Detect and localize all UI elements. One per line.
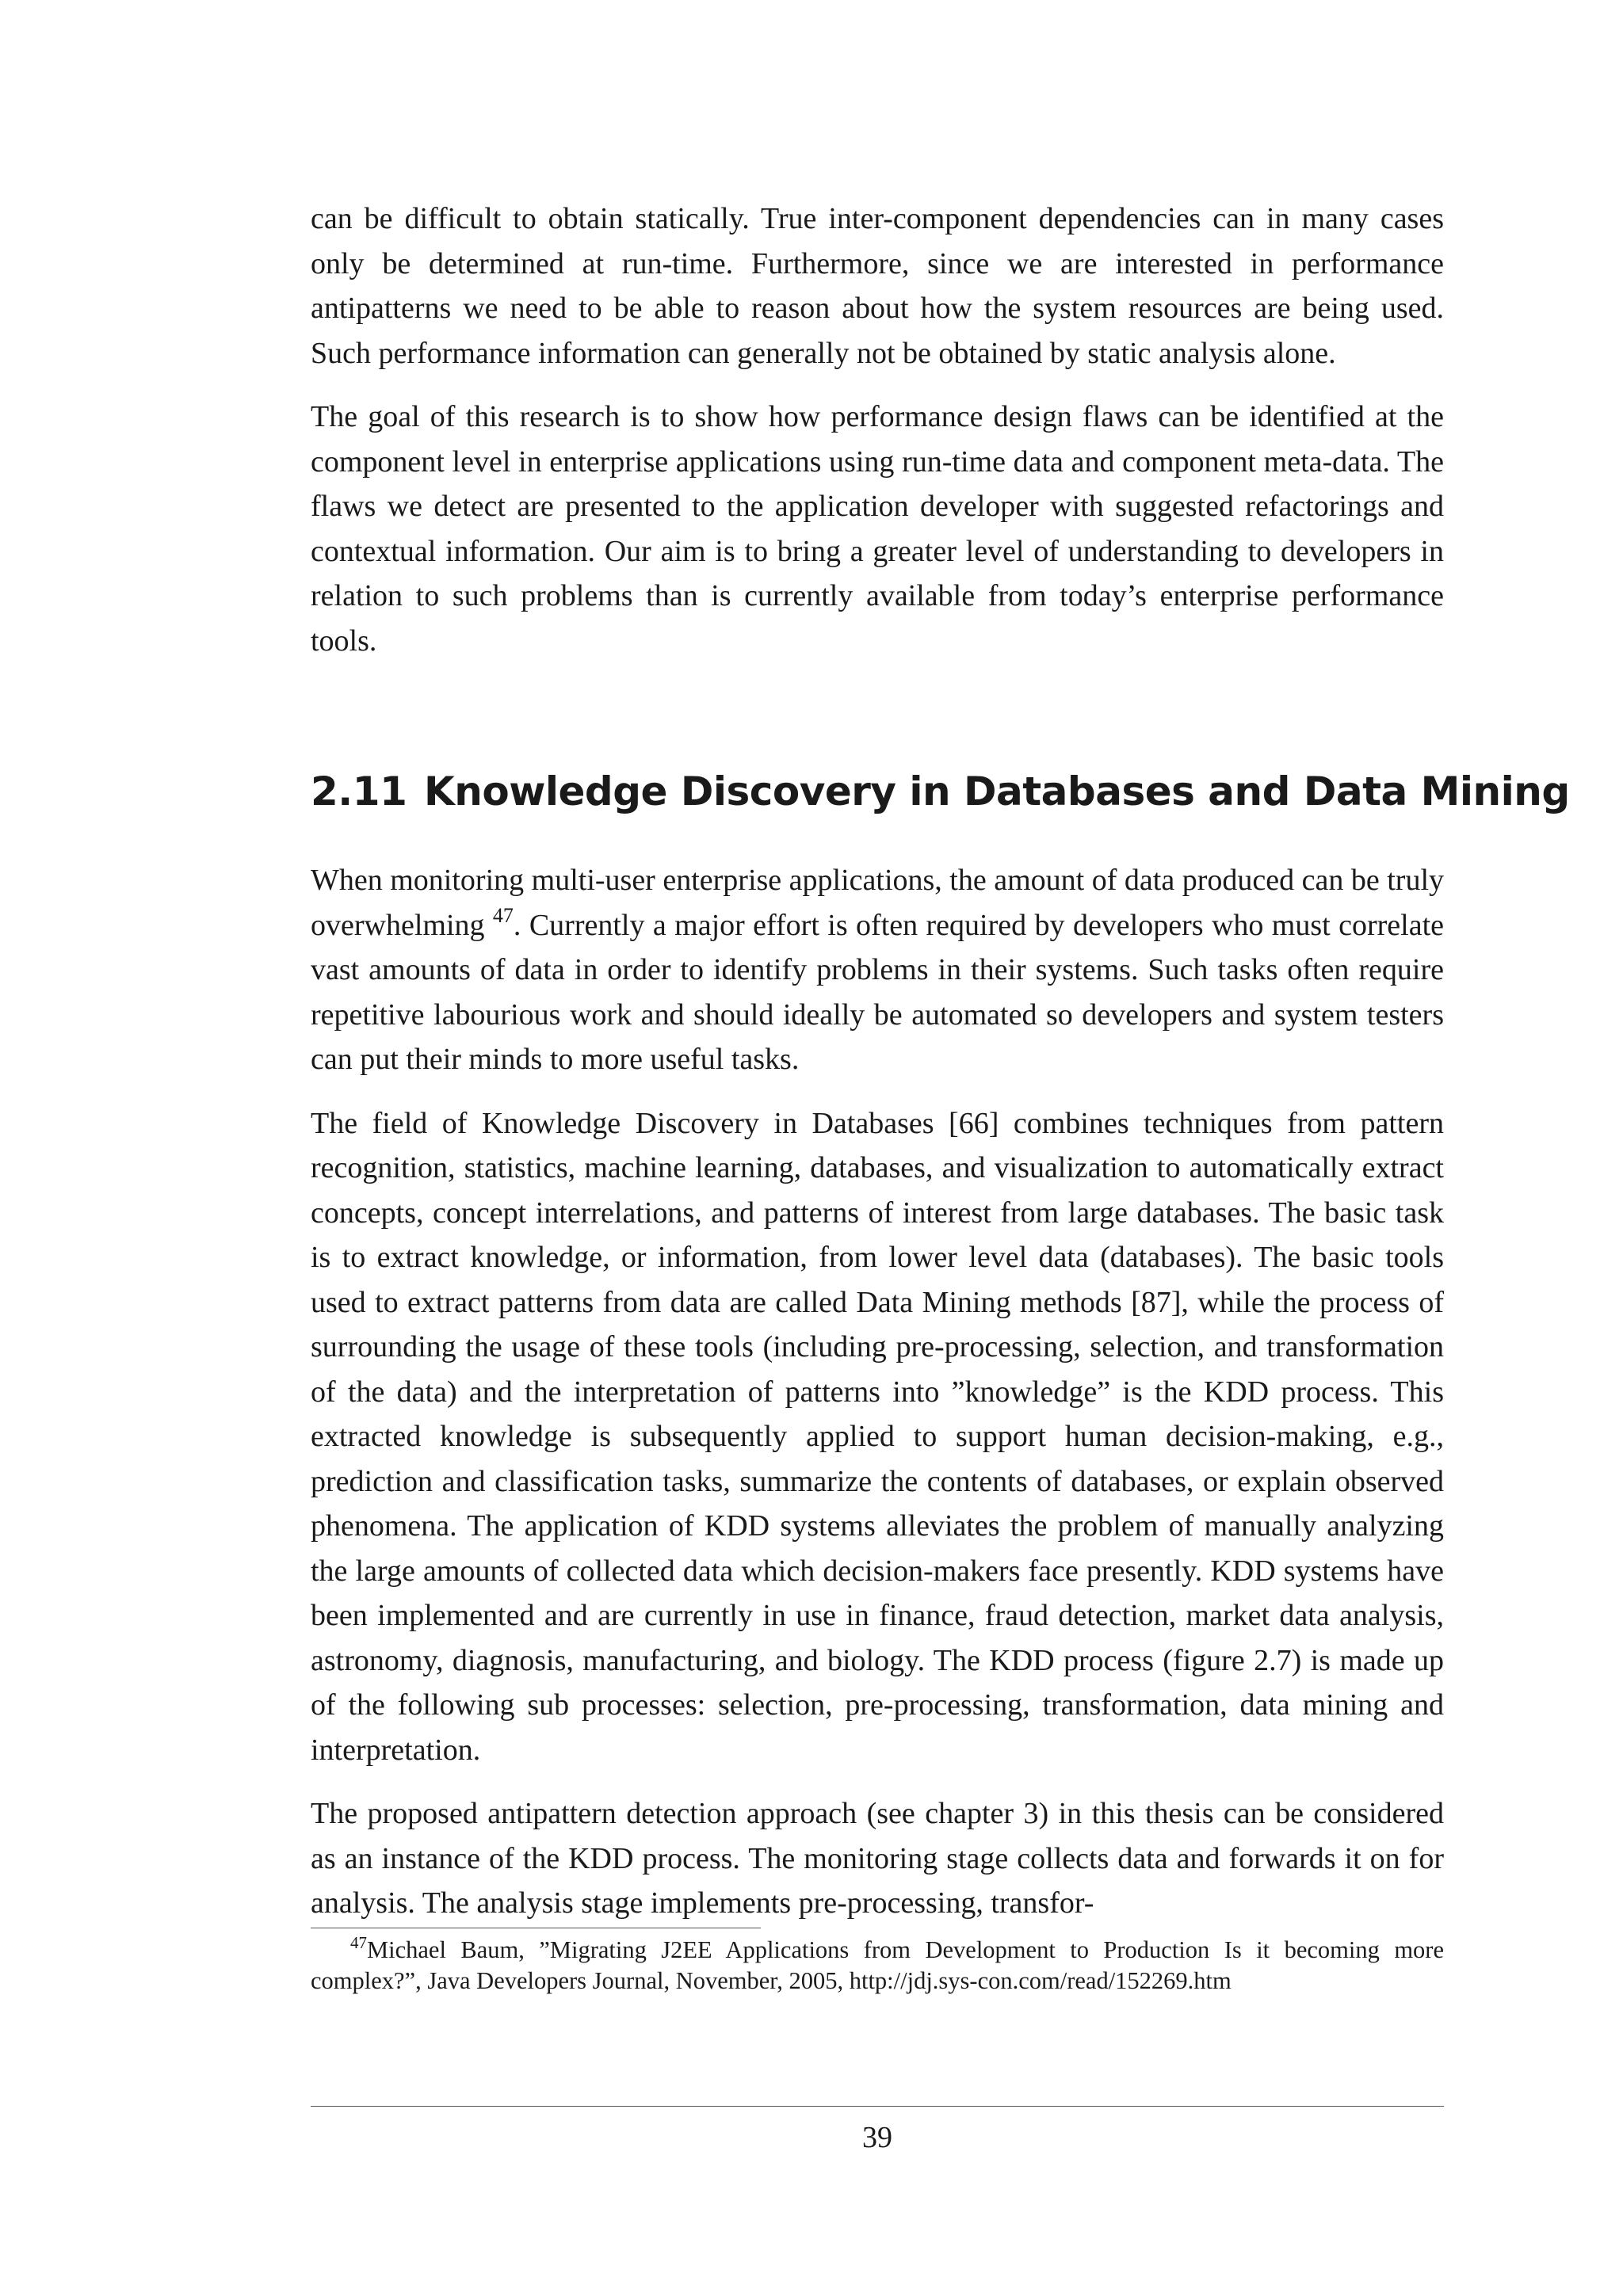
section-paragraph-1: [311, 858, 1444, 1082]
page-bottom-divider: [311, 2106, 1444, 2107]
section-heading: [311, 766, 1570, 817]
page-number: 39: [862, 2121, 892, 2154]
footnote-number: 47: [350, 1932, 367, 1952]
section-paragraph-2: The field of Knowledge Discovery in Databases [66] combines techniques from pattern recognition, statistics, machine learning, databases, and visualization to automatically extract concepts, concept interrelations, and patterns of interest from large databases. The basic task is to extract knowledge, or information, from lower level data (databases). The basic tools used to extract patterns from data are called Data Mining methods [87], while the process of surrounding the usage of these tools (including pre-processing, selection, and transformation of the data) and the interpretation of patterns into ”knowledge” is the KDD process. This extracted knowledge is subsequently applied to support human decision-making, e.g., prediction and classification tasks, summarize the contents of databases, or explain observed phenomena. The application of KDD systems alleviates the problem of manually analyzing the large amounts of collected data which decision-makers face presently. KDD systems have been implemented and are currently in use in finance, fraud detection, market data analysis, astronomy, diagnosis, manufacturing, and biology. The KDD process (figure 2.7) is made up of the following sub processes: selection, pre-processing, transformation, data mining and interpretation.: [311, 1106, 1444, 1767]
body-paragraph-1: can be difficult to obtain statically. True inter-component dependencies can in many cases only be determined at run-time. Furthermore, since we are interested in performance antipatterns we need to be able to reason about how the system resources are being used. Such performance information can generally not be obtained by static analysis alone.: [311, 202, 1444, 370]
footnote: [311, 1932, 1444, 1997]
section-paragraph-3: The proposed antipattern detection approach (see chapter 3) in this thesis can be considered as an instance of the KDD process. The monitoring stage collects data and forwards it on for analysis. The analysis stage implements pre-processing, transfor-: [311, 1797, 1444, 1920]
section-title: Knowledge Discovery in Databases and Data Mining: [424, 769, 1570, 814]
section-paragraph-1-text: When monitoring multi-user enterprise applications, the amount of data produced can be truly overwhelming: [311, 864, 1444, 942]
footnote-text: Michael Baum, ”Migrating J2EE Applications from Development to Production Is it becoming more complex?”, Java Developers Journal, November, 2005, http://jdj.sys-con.com/read/152269.htm: [311, 1936, 1444, 1994]
page-content: [311, 196, 1570, 1997]
section-number: 2.11: [311, 769, 407, 814]
footnote-reference: 47: [492, 903, 514, 927]
body-paragraph-2: The goal of this research is to show how performance design flaws can be identified at the component level in enterprise applications using run-time data and component meta-data. The flaws we detect are presented to the application developer with suggested refactorings and contextual information. Our aim is to bring a greater level of understanding to developers in relation to such problems than is currently available from today’s enterprise performance tools.: [311, 400, 1444, 658]
section-paragraph-1-continued: . Currently a major effort is often required by developers who must correlate vast amounts of data in order to identify problems in their systems. Such tasks often require repetitive labourious work and should ideally be automated so developers and system testers can put their minds to more useful tasks.: [311, 908, 1444, 1076]
